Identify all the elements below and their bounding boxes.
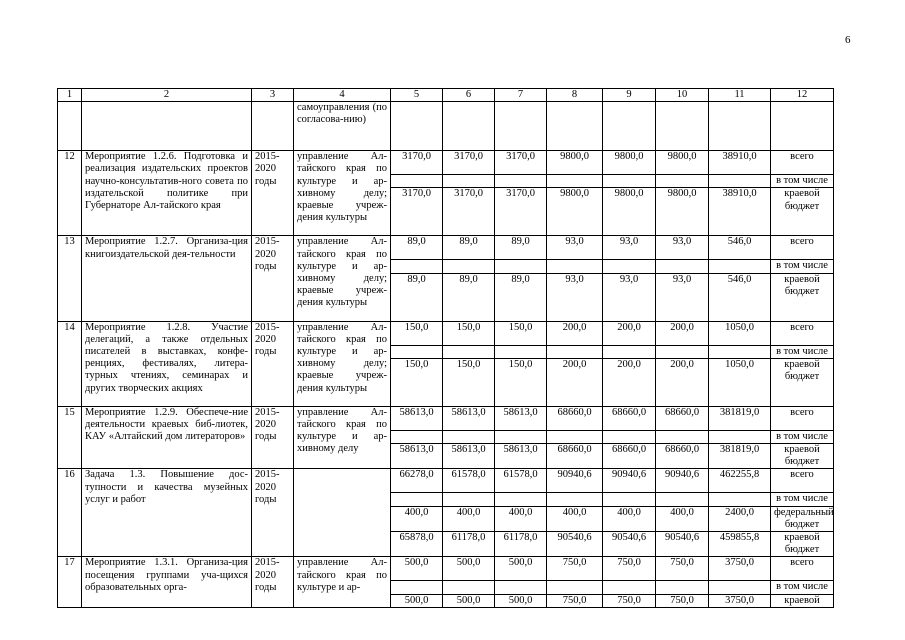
years-cell: 2015-2020 годы — [252, 151, 294, 236]
value-cell: 58613,0 — [443, 406, 495, 430]
funding-source-cell: всего — [771, 151, 834, 175]
value-cell — [391, 493, 443, 506]
value-cell: 3170,0 — [443, 188, 495, 236]
value-cell — [656, 493, 709, 506]
continuation-row — [58, 102, 834, 151]
value-cell: 750,0 — [547, 594, 603, 607]
value-cell — [709, 102, 771, 151]
value-cell: 93,0 — [547, 273, 603, 321]
row-number-cell: 15 — [58, 406, 82, 469]
value-cell: 150,0 — [495, 321, 547, 345]
executor-cell: самоуправления (по согласова-нию) — [294, 102, 391, 151]
value-cell: 1050,0 — [709, 358, 771, 406]
value-cell: 150,0 — [443, 321, 495, 345]
value-cell — [391, 345, 443, 358]
value-cell: 61578,0 — [495, 469, 547, 493]
value-cell: 89,0 — [443, 273, 495, 321]
value-cell: 58613,0 — [495, 406, 547, 430]
value-cell — [603, 493, 656, 506]
funding-source-cell: всего — [771, 557, 834, 581]
value-cell — [547, 260, 603, 273]
executor-cell: управление Ал-тайского края по культуре и ар-хивному делу; краевые учреж-дения культуры — [294, 151, 391, 236]
value-cell — [443, 493, 495, 506]
value-cell: 500,0 — [495, 557, 547, 581]
years-cell: 2015-2020 годы — [252, 406, 294, 469]
value-cell: 90540,6 — [547, 532, 603, 557]
value-cell — [709, 260, 771, 273]
column-header: 6 — [443, 89, 495, 102]
value-cell: 750,0 — [603, 557, 656, 581]
value-cell: 89,0 — [391, 236, 443, 260]
funding-source-cell: в том числе — [771, 260, 834, 273]
column-header: 7 — [495, 89, 547, 102]
value-cell: 200,0 — [603, 358, 656, 406]
value-cell: 400,0 — [603, 506, 656, 531]
row-number-cell: 14 — [58, 321, 82, 406]
value-cell: 3170,0 — [495, 188, 547, 236]
activity-name-cell: Мероприятие 1.2.8. Участие делегаций, а также отдельных писателей в выставках, конфе-ренциях, фестивалях, литера-турных чтениях, семинарах и других творческих акциях — [82, 321, 252, 406]
value-cell: 89,0 — [391, 273, 443, 321]
value-cell — [495, 430, 547, 443]
value-cell: 66278,0 — [391, 469, 443, 493]
value-cell: 9800,0 — [547, 151, 603, 175]
row-number-cell: 13 — [58, 236, 82, 321]
value-cell — [495, 493, 547, 506]
value-cell: 9800,0 — [603, 188, 656, 236]
value-cell: 61178,0 — [495, 532, 547, 557]
value-cell: 750,0 — [603, 594, 656, 607]
value-cell: 89,0 — [495, 236, 547, 260]
value-cell: 38910,0 — [709, 151, 771, 175]
value-cell: 381819,0 — [709, 406, 771, 430]
funding-source-cell: федеральный бюджет — [771, 506, 834, 531]
executor-cell: управление Ал-тайского края по культуре и ар-хивному делу; краевые учреж-дения культуры — [294, 236, 391, 321]
value-cell: 1050,0 — [709, 321, 771, 345]
value-cell — [391, 102, 443, 151]
value-cell: 3750,0 — [709, 594, 771, 607]
value-cell: 9800,0 — [656, 151, 709, 175]
value-cell: 89,0 — [443, 236, 495, 260]
row-number-cell — [58, 102, 82, 151]
value-cell — [709, 581, 771, 594]
value-cell: 93,0 — [603, 273, 656, 321]
column-header: 2 — [82, 89, 252, 102]
value-cell: 89,0 — [495, 273, 547, 321]
value-cell: 61578,0 — [443, 469, 495, 493]
funding-source-cell: в том числе — [771, 345, 834, 358]
value-cell: 3170,0 — [495, 151, 547, 175]
value-cell — [709, 175, 771, 188]
funding-source-cell: краевой бюджет — [771, 273, 834, 321]
value-cell: 200,0 — [656, 358, 709, 406]
value-cell: 150,0 — [391, 321, 443, 345]
value-cell — [443, 345, 495, 358]
value-cell — [391, 581, 443, 594]
table-row — [58, 151, 834, 175]
funding-source-cell: всего — [771, 469, 834, 493]
value-cell: 400,0 — [547, 506, 603, 531]
value-cell — [547, 493, 603, 506]
value-cell: 200,0 — [547, 358, 603, 406]
funding-source-cell: в том числе — [771, 430, 834, 443]
value-cell — [656, 430, 709, 443]
value-cell: 90940,6 — [656, 469, 709, 493]
value-cell: 400,0 — [443, 506, 495, 531]
value-cell — [495, 581, 547, 594]
value-cell: 93,0 — [603, 236, 656, 260]
value-cell — [656, 345, 709, 358]
value-cell — [443, 102, 495, 151]
value-cell: 9800,0 — [603, 151, 656, 175]
row-number-cell: 17 — [58, 557, 82, 607]
value-cell: 3170,0 — [391, 188, 443, 236]
funding-source-cell: всего — [771, 406, 834, 430]
table-row — [58, 406, 834, 430]
years-cell: 2015-2020 годы — [252, 321, 294, 406]
value-cell — [547, 175, 603, 188]
value-cell: 750,0 — [547, 557, 603, 581]
years-cell: 2015-2020 годы — [252, 469, 294, 557]
value-cell: 68660,0 — [656, 444, 709, 469]
value-cell: 500,0 — [443, 557, 495, 581]
value-cell: 500,0 — [391, 594, 443, 607]
funding-source-cell: краевой бюджет — [771, 444, 834, 469]
executor-cell — [294, 469, 391, 557]
value-cell: 381819,0 — [709, 444, 771, 469]
row-number-cell: 12 — [58, 151, 82, 236]
activity-name-cell: Мероприятие 1.2.6. Подготовка и реализация издательских проектов научно-консультатив-ного совета по издательской политике при Губернаторе Ал-тайского края — [82, 151, 252, 236]
value-cell — [603, 345, 656, 358]
value-cell: 68660,0 — [603, 444, 656, 469]
value-cell — [709, 345, 771, 358]
value-cell — [443, 430, 495, 443]
table-row — [58, 321, 834, 345]
value-cell — [547, 581, 603, 594]
funding-source-cell: всего — [771, 321, 834, 345]
value-cell: 68660,0 — [547, 444, 603, 469]
value-cell: 3170,0 — [391, 151, 443, 175]
value-cell — [603, 581, 656, 594]
value-cell — [547, 102, 603, 151]
value-cell: 459855,8 — [709, 532, 771, 557]
years-cell: 2015-2020 годы — [252, 557, 294, 607]
value-cell — [656, 260, 709, 273]
value-cell: 58613,0 — [495, 444, 547, 469]
column-header: 4 — [294, 89, 391, 102]
executor-cell: управление Ал-тайского края по культуре и ар-хивному делу — [294, 406, 391, 469]
activity-name-cell: Мероприятие 1.2.7. Организа-ция книгоиздательской дея-тельности — [82, 236, 252, 321]
value-cell: 400,0 — [495, 506, 547, 531]
value-cell — [603, 175, 656, 188]
value-cell — [709, 430, 771, 443]
funding-source-cell: в том числе — [771, 175, 834, 188]
value-cell: 546,0 — [709, 273, 771, 321]
value-cell: 400,0 — [656, 506, 709, 531]
name-cell — [82, 102, 252, 151]
value-cell: 65878,0 — [391, 532, 443, 557]
table-row — [58, 557, 834, 581]
funding-source-cell: в том числе — [771, 493, 834, 506]
value-cell — [603, 260, 656, 273]
column-header: 10 — [656, 89, 709, 102]
value-cell — [656, 175, 709, 188]
value-cell: 200,0 — [603, 321, 656, 345]
value-cell: 3170,0 — [443, 151, 495, 175]
column-header: 8 — [547, 89, 603, 102]
value-cell: 61178,0 — [443, 532, 495, 557]
row-number-cell: 16 — [58, 469, 82, 557]
value-cell — [603, 430, 656, 443]
value-cell — [391, 260, 443, 273]
value-cell: 150,0 — [443, 358, 495, 406]
column-header: 9 — [603, 89, 656, 102]
activity-name-cell: Мероприятие 1.3.1. Организа-ция посещения группами уча-щихся образовательных орга- — [82, 557, 252, 607]
years-cell: 2015-2020 годы — [252, 236, 294, 321]
value-cell: 500,0 — [443, 594, 495, 607]
value-cell: 93,0 — [547, 236, 603, 260]
value-cell: 9800,0 — [547, 188, 603, 236]
value-cell: 750,0 — [656, 557, 709, 581]
value-cell: 500,0 — [391, 557, 443, 581]
executor-cell: управление Ал-тайского края по культуре и ар-хивному делу; краевые учреж-дения культуры — [294, 321, 391, 406]
value-cell: 90940,6 — [603, 469, 656, 493]
funding-source-cell: краевой — [771, 594, 834, 607]
value-cell — [443, 175, 495, 188]
value-cell: 58613,0 — [391, 406, 443, 430]
column-header: 11 — [709, 89, 771, 102]
value-cell: 68660,0 — [603, 406, 656, 430]
value-cell: 68660,0 — [656, 406, 709, 430]
column-header: 12 — [771, 89, 834, 102]
value-cell — [391, 430, 443, 443]
value-cell — [443, 260, 495, 273]
value-cell — [391, 175, 443, 188]
value-cell — [495, 260, 547, 273]
value-cell: 90940,6 — [547, 469, 603, 493]
years-cell — [252, 102, 294, 151]
table-row — [58, 236, 834, 260]
value-cell: 2400,0 — [709, 506, 771, 531]
value-cell: 90540,6 — [603, 532, 656, 557]
column-header: 1 — [58, 89, 82, 102]
value-cell: 90540,6 — [656, 532, 709, 557]
funding-source-cell: краевой бюджет — [771, 188, 834, 236]
value-cell — [547, 430, 603, 443]
value-cell: 68660,0 — [547, 406, 603, 430]
value-cell: 200,0 — [547, 321, 603, 345]
executor-cell: управление Ал-тайского края по культуре и ар- — [294, 557, 391, 607]
header-row — [58, 89, 834, 102]
value-cell — [656, 581, 709, 594]
page-number: 6 — [845, 34, 851, 46]
value-cell: 58613,0 — [391, 444, 443, 469]
value-cell: 500,0 — [495, 594, 547, 607]
column-header: 3 — [252, 89, 294, 102]
activity-name-cell: Задача 1.3. Повышение дос-тупности и качества музейных услуг и работ — [82, 469, 252, 557]
value-cell: 200,0 — [656, 321, 709, 345]
value-cell: 150,0 — [495, 358, 547, 406]
table-row — [58, 469, 834, 493]
value-cell: 750,0 — [656, 594, 709, 607]
value-cell — [495, 175, 547, 188]
value-cell — [771, 102, 834, 151]
value-cell — [709, 493, 771, 506]
value-cell — [495, 345, 547, 358]
value-cell: 150,0 — [391, 358, 443, 406]
value-cell: 93,0 — [656, 273, 709, 321]
value-cell: 9800,0 — [656, 188, 709, 236]
value-cell: 93,0 — [656, 236, 709, 260]
funding-source-cell: краевой бюджет — [771, 532, 834, 557]
activity-name-cell: Мероприятие 1.2.9. Обеспече-ние деятельности краевых биб-лиотек, КАУ «Алтайский дом литераторов» — [82, 406, 252, 469]
budget-table — [57, 88, 834, 608]
funding-source-cell: краевой бюджет — [771, 358, 834, 406]
value-cell: 546,0 — [709, 236, 771, 260]
value-cell — [495, 102, 547, 151]
value-cell — [547, 345, 603, 358]
funding-source-cell: в том числе — [771, 581, 834, 594]
value-cell: 400,0 — [391, 506, 443, 531]
funding-source-cell: всего — [771, 236, 834, 260]
value-cell — [603, 102, 656, 151]
value-cell: 58613,0 — [443, 444, 495, 469]
value-cell — [656, 102, 709, 151]
value-cell — [443, 581, 495, 594]
column-header: 5 — [391, 89, 443, 102]
value-cell: 3750,0 — [709, 557, 771, 581]
value-cell: 38910,0 — [709, 188, 771, 236]
value-cell: 462255,8 — [709, 469, 771, 493]
